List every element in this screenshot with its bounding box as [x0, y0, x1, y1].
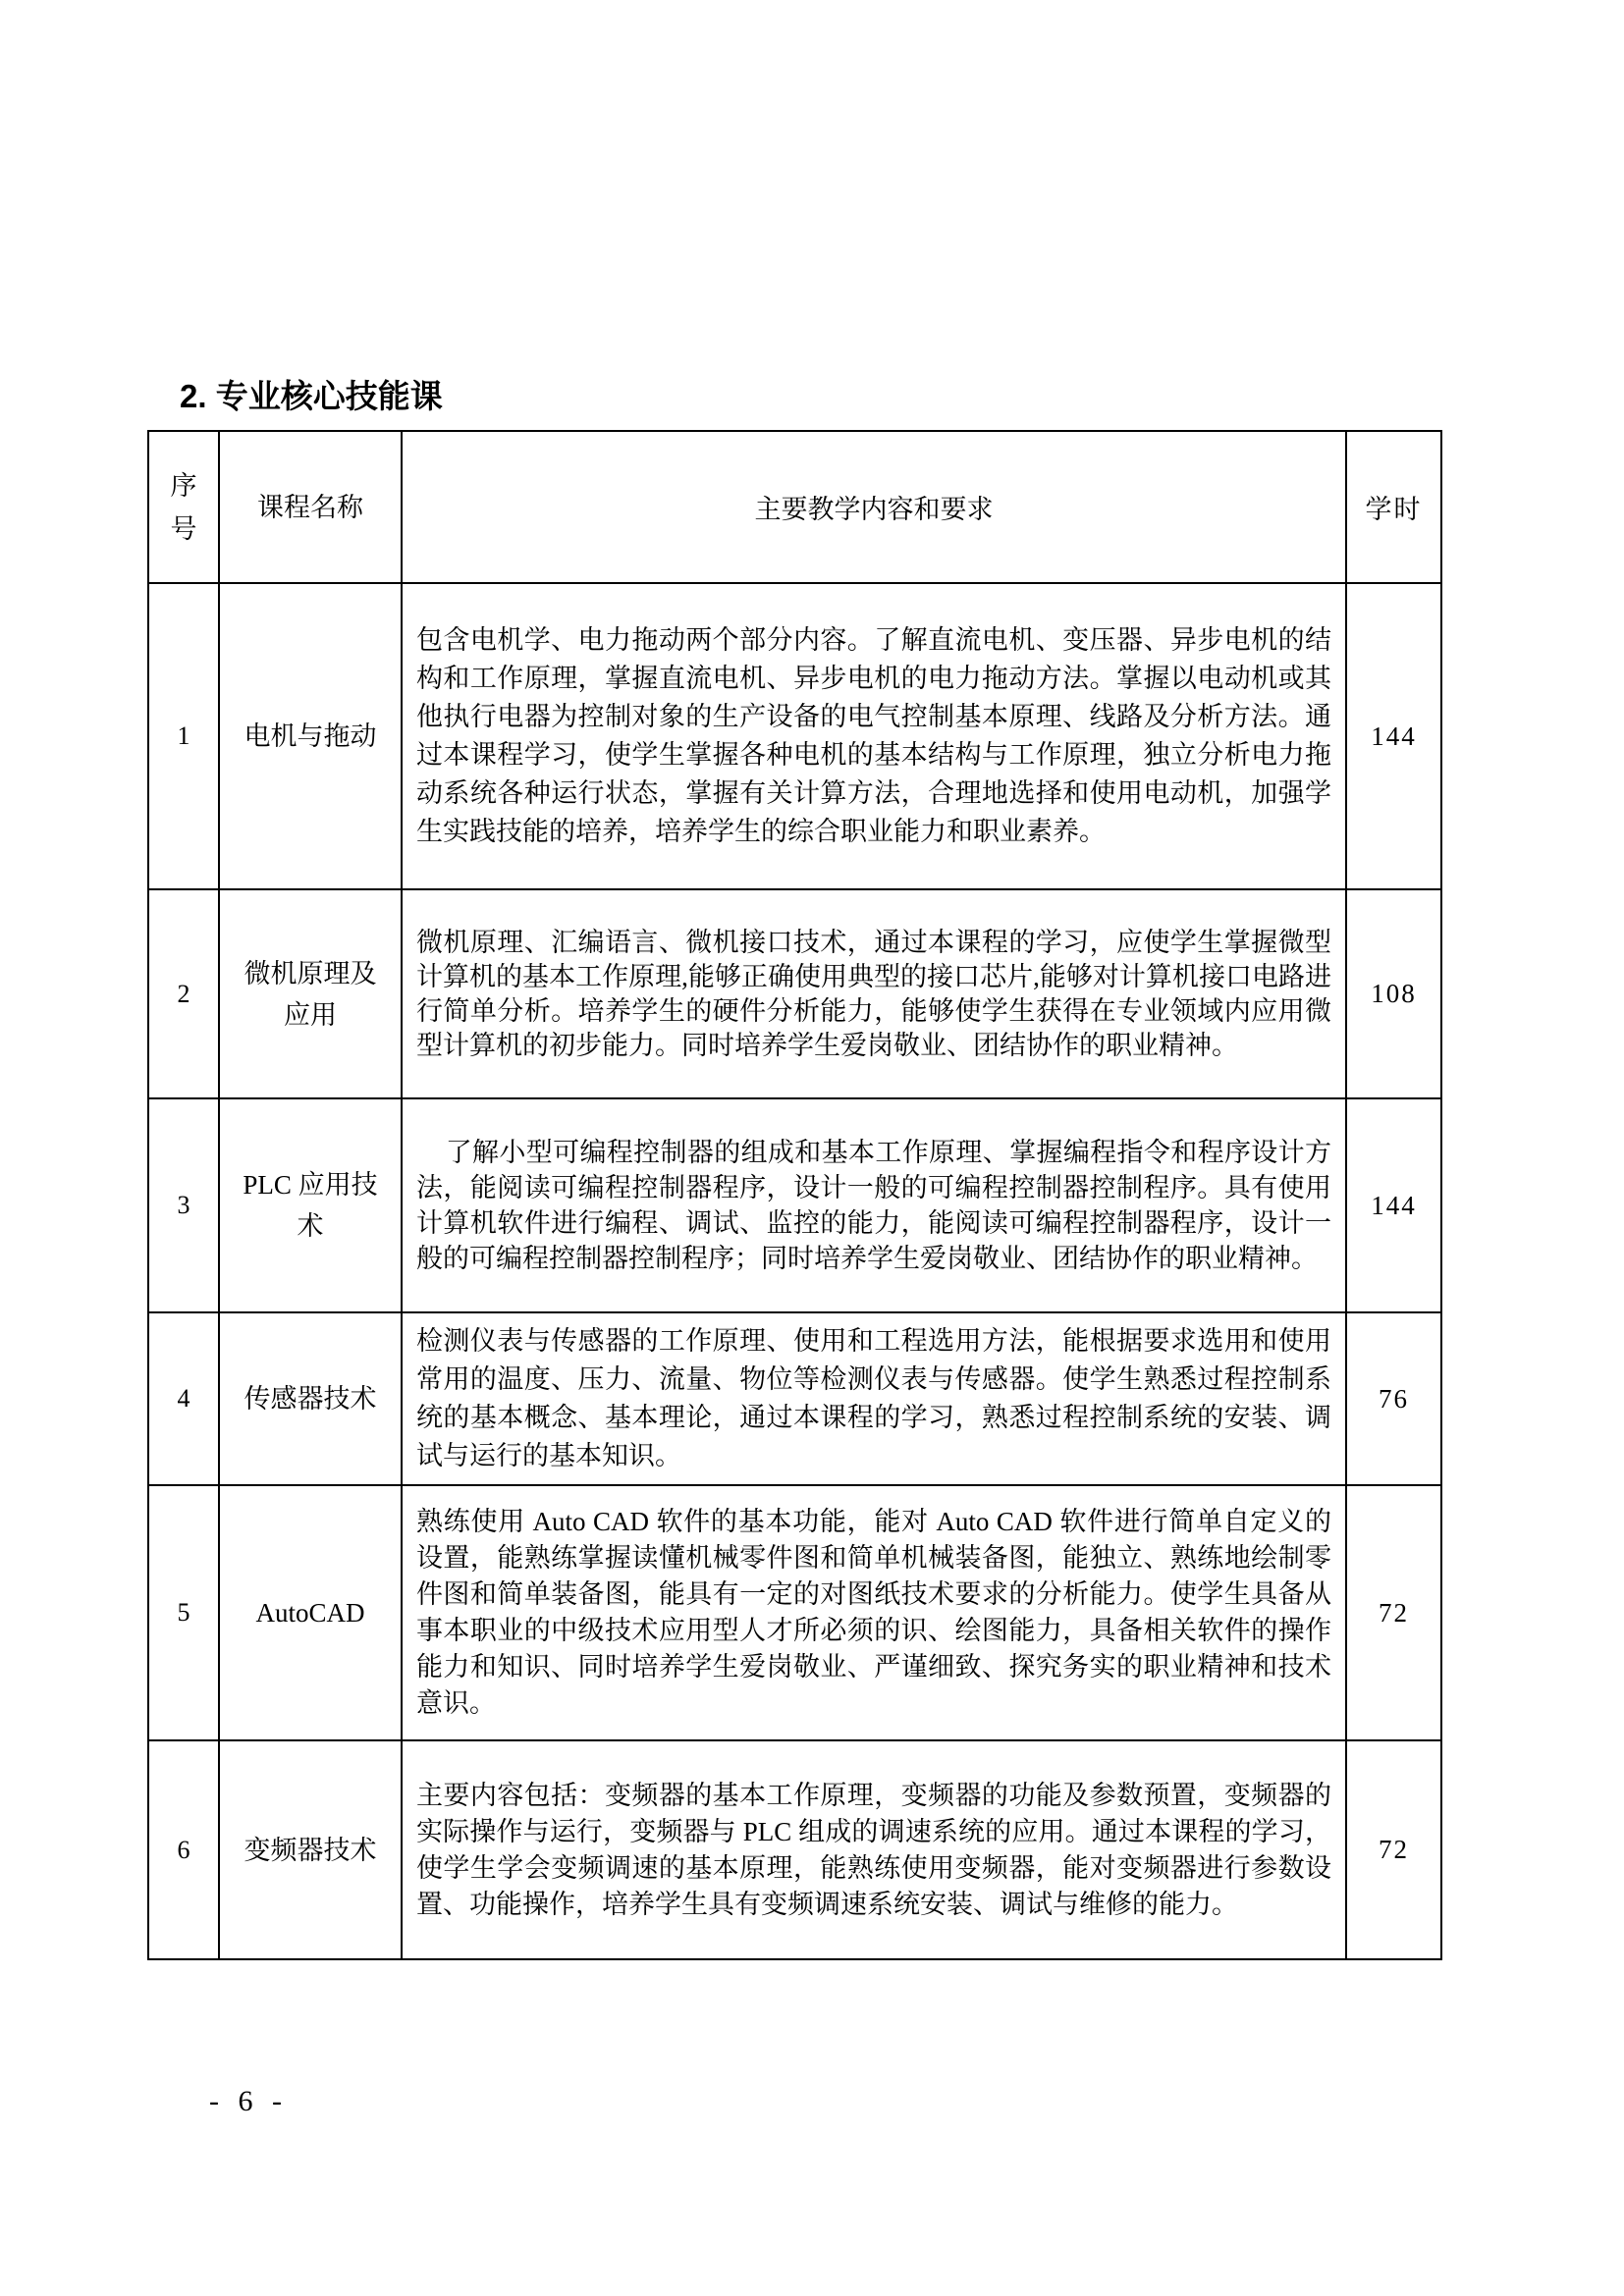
course-content: 主要内容包括：变频器的基本工作原理，变频器的功能及参数预置，变频器的实际操作与运行，变频器与 PLC 组成的调速系统的应用。通过本课程的学习，使学生学会变频调速的基本原理，能熟练使用变频器，能对变频器进行参数设置、功能操作，培养学生具有变频调速系统安装、调试与维修的能力。: [402, 1740, 1346, 1959]
course-name: 电机与拖动: [219, 583, 402, 889]
section-title: 2. 专业核心技能课: [180, 378, 443, 414]
header-course: 课程名称: [219, 431, 402, 583]
page-number: - 6 -: [209, 2085, 288, 2117]
table-row: [148, 1740, 1441, 1959]
course-content: 熟练使用 Auto CAD 软件的基本功能，能对 Auto CAD 软件进行简单自定义的设置，能熟练掌握读懂机械零件图和简单机械装备图，能独立、熟练地绘制零件图和简单装备图，能具有一定的对图纸技术要求的分析能力。使学生具备从事本职业的中级技术应用型人才所必须的识、绘图能力，具备相关软件的操作能力和知识、同时培养学生爱岗敬业、严谨细致、探究务实的职业精神和技术意识。: [402, 1485, 1346, 1740]
course-hours: 72: [1346, 1485, 1441, 1740]
table-header-row: [148, 431, 1441, 583]
core-skill-course-table: [147, 430, 1442, 1960]
course-hours: 72: [1346, 1740, 1441, 1959]
table-row: [148, 1098, 1441, 1312]
row-index: 2: [148, 889, 219, 1098]
row-index: 3: [148, 1098, 219, 1312]
course-name: 微机原理及应用: [219, 889, 402, 1098]
row-index: 6: [148, 1740, 219, 1959]
row-index: 5: [148, 1485, 219, 1740]
row-index: 4: [148, 1312, 219, 1485]
course-name: AutoCAD: [219, 1485, 402, 1740]
course-hours: 76: [1346, 1312, 1441, 1485]
table-row: [148, 583, 1441, 889]
header-content: 主要教学内容和要求: [402, 431, 1346, 583]
table-row: [148, 1485, 1441, 1740]
table-row: [148, 889, 1441, 1098]
row-index: 1: [148, 583, 219, 889]
course-name: 变频器技术: [219, 1740, 402, 1959]
table-row: [148, 1312, 1441, 1485]
course-content: 包含电机学、电力拖动两个部分内容。了解直流电机、变压器、异步电机的结构和工作原理，掌握直流电机、异步电机的电力拖动方法。掌握以电动机或其他执行电器为控制对象的生产设备的电气控制基本原理、线路及分析方法。通过本课程学习，使学生掌握各种电机的基本结构与工作原理，独立分析电力拖动系统各种运行状态，掌握有关计算方法，合理地选择和使用电动机，加强学生实践技能的培养，培养学生的综合职业能力和职业素养。: [402, 583, 1346, 889]
course-hours: 144: [1346, 1098, 1441, 1312]
course-hours: 144: [1346, 583, 1441, 889]
course-name: PLC 应用技术: [219, 1098, 402, 1312]
course-content: 检测仪表与传感器的工作原理、使用和工程选用方法，能根据要求选用和使用常用的温度、压力、流量、物位等检测仪表与传感器。使学生熟悉过程控制系统的基本概念、基本理论，通过本课程的学习，熟悉过程控制系统的安装、调试与运行的基本知识。: [402, 1312, 1346, 1485]
course-content: 微机原理、汇编语言、微机接口技术，通过本课程的学习，应使学生掌握微型计算机的基本工作原理,能够正确使用典型的接口芯片,能够对计算机接口电路进行简单分析。培养学生的硬件分析能力，能够使学生获得在专业领域内应用微型计算机的初步能力。同时培养学生爱岗敬业、团结协作的职业精神。: [402, 889, 1346, 1098]
course-hours: 108: [1346, 889, 1441, 1098]
course-name: 传感器技术: [219, 1312, 402, 1485]
header-index: 序号: [148, 431, 219, 583]
header-hours: 学时: [1346, 431, 1441, 583]
course-content: 了解小型可编程控制器的组成和基本工作原理、掌握编程指令和程序设计方法，能阅读可编程控制器程序，设计一般的可编程控制器控制程序。具有使用计算机软件进行编程、调试、监控的能力，能阅读可编程控制器程序，设计一般的可编程控制器控制程序；同时培养学生爱岗敬业、团结协作的职业精神。: [402, 1098, 1346, 1312]
